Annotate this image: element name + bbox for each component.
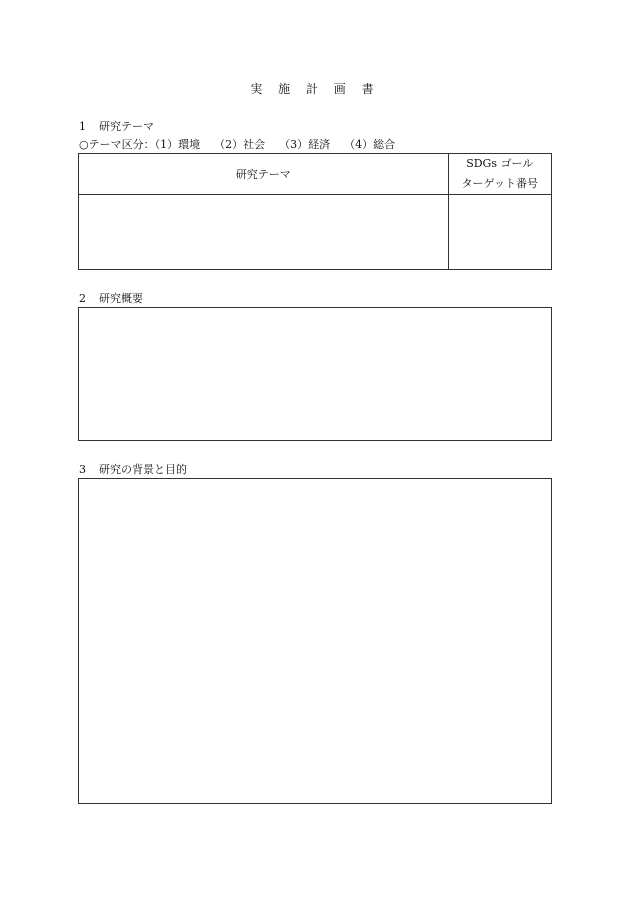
- sdg-target-number-field[interactable]: [448, 195, 552, 270]
- section-1-title: 研究テーマ: [99, 120, 154, 133]
- theme-table-input-row: [79, 195, 552, 270]
- section-1-number: 1: [79, 120, 86, 133]
- theme-category-option-economy[interactable]: （3）経済: [279, 138, 331, 151]
- theme-category-option-general[interactable]: （4）総合: [344, 138, 396, 151]
- section-3-title: 研究の背景と目的: [99, 463, 187, 476]
- section-3-number: 3: [79, 463, 86, 476]
- background-purpose-field[interactable]: [78, 478, 552, 804]
- document-title: 実 施 計 画 書: [250, 82, 380, 96]
- research-theme-field[interactable]: [79, 195, 449, 270]
- sdg-header-line-2: ターゲット番号: [461, 177, 539, 190]
- theme-category-line: [79, 138, 409, 152]
- section-2-number: 2: [79, 292, 86, 305]
- theme-table-header-row: [79, 154, 552, 195]
- research-theme-table: [78, 153, 552, 270]
- research-summary-field[interactable]: [78, 307, 552, 441]
- sdg-column-header: [448, 154, 552, 195]
- theme-column-header: 研究テーマ: [79, 154, 449, 195]
- theme-category-option-society[interactable]: （2）社会: [214, 138, 266, 151]
- section-2-title: 研究概要: [99, 292, 143, 305]
- sdg-header-line-1: SDGs ゴール: [466, 157, 534, 170]
- theme-category-prefix: ○テーマ区分：: [79, 138, 155, 151]
- section-2-heading: [79, 292, 143, 306]
- section-3-heading: [79, 463, 187, 477]
- theme-category-option-environment[interactable]: （1）環境: [154, 138, 201, 151]
- section-1-heading: [79, 120, 154, 134]
